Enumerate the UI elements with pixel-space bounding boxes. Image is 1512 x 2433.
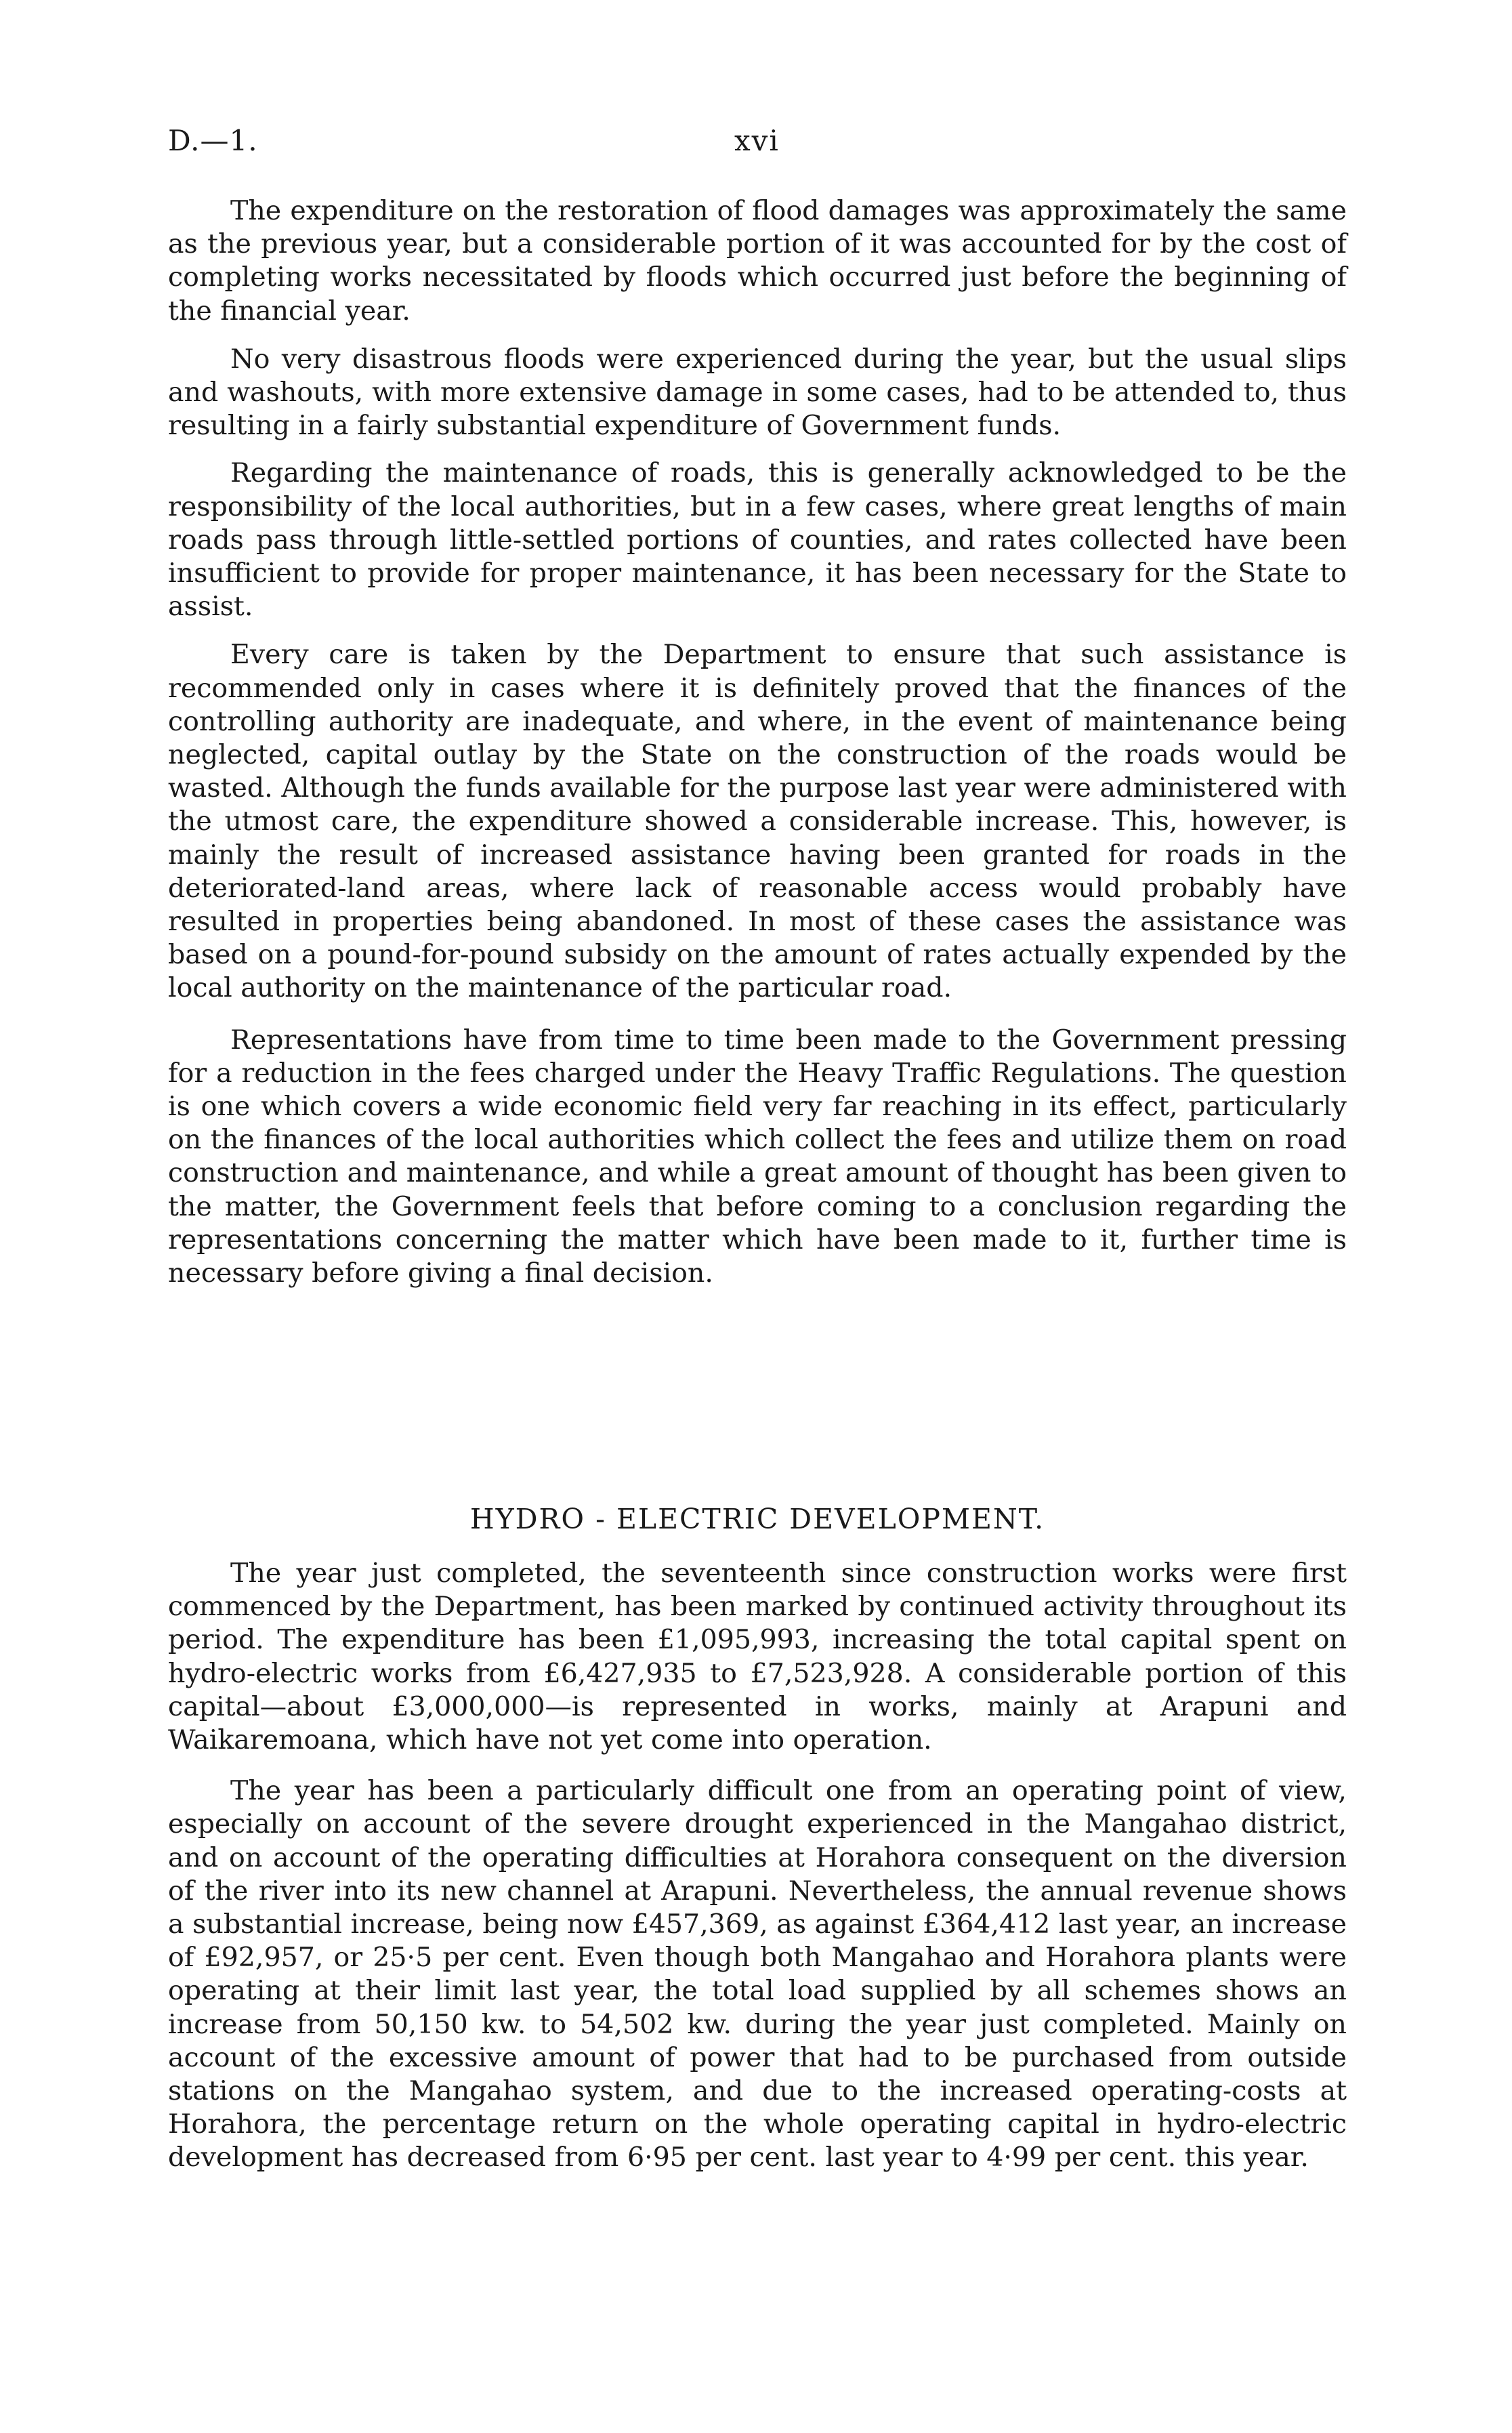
roads-section	[168, 194, 1347, 1290]
paragraph-hydro-revenue: The year has been a particularly difficult one from an operating point of view, especially on account of the severe drought experienced in the Mangahao district, and on account of the operating difficulties at Horahora consequent on the diversion of the river into its new channel at Arapuni. Nevertheless, the annual revenue shows a substantial increase, being now £457,369, as against £364,412 last year, an increase of £92,957, or 25·5 per cent. Even though both Mangahao and Horahora plants were operating at their limit last year, the total load supplied by all schemes shows an increase from 50,150 kw. to 54,502 kw. during the year just completed. Mainly on account of the excessive amount of power that had to be purchased from outside stations on the Mangahao system, and due to the increased operating-costs at Horahora, the percentage return on the whole operating capital in hydro-electric development has decreased from 6·95 per cent. last year to 4·99 per cent. this year.	[168, 1775, 1347, 2174]
page-header	[168, 124, 1347, 165]
paragraph-assistance-care: Every care is taken by the Department to ensure that such assistance is recommended only in cases where it is definitely proved that the finances of the controlling authority are inadequate, and where, in the event of maintenance being neglected, capital outlay by the State on the construction of the roads would be wasted. Although the funds available for the purpose last year were administered with the utmost care, the expenditure showed a considerable increase. This, however, is mainly the result of increased assistance having been granted for roads in the deteriorated-land areas, where lack of reasonable access would probably have resulted in properties being abandoned. In most of these cases the assistance was based on a pound-for-pound subsidy on the amount of rates actually expended by the local authority on the maintenance of the particular road.	[168, 639, 1347, 1004]
paragraph-road-maintenance: Regarding the maintenance of roads, this is generally acknowledged to be the responsibility of the local authorities, but in a few cases, where great lengths of main roads pass through little-settled portions of counties, and rates collected have been insufficient to provide for proper maintenance, it has been necessary for the State to assist.	[168, 457, 1347, 623]
paragraph-floods-washouts: No very disastrous floods were experienced during the year, but the usual slips and washouts, with more extensive damage in some cases, had to be attended to, thus resulting in a fairly substantial expenditure of Government funds.	[168, 343, 1347, 442]
page-number: xvi	[734, 124, 780, 157]
paragraph-heavy-traffic: Representations have from time to time been made to the Government pressing for a reduction in the fees charged under the Heavy Traffic Regulations. The question is one which covers a wide economic field very far reaching in its effect, particularly on the finances of the local authorities which collect the fees and utilize them on road construction and maintenance, and while a great amount of thought has been given to the matter, the Government feels that before coming to a conclusion regarding the representations concerning the matter which have been made to it, further time is necessary before giving a final decision.	[168, 1024, 1347, 1289]
document-reference: D.—1.	[168, 124, 258, 157]
section-heading-hydro: HYDRO - ELECTRIC DEVELOPMENT.	[469, 1503, 1045, 1535]
paragraph-flood-expenditure: The expenditure on the restoration of flood damages was approximately the same as the previous year, but a considerable portion of it was accounted for by the cost of completing works necessitated by floods which occurred just before the beginning of the financial year.	[168, 195, 1347, 327]
hydro-section	[168, 1557, 1347, 2175]
paragraph-hydro-expenditure: The year just completed, the seventeenth since construction works were first commenced by the Department, has been marked by continued activity throughout its period. The expenditure has been £1,095,993, increasing the total capital spent on hydro-electric works from £6,427,935 to £7,523,928. A considerable portion of this capital—about £3,000,000—is represented in works, mainly at Arapuni and Waikaremoana, which have not yet come into operation.	[168, 1558, 1347, 1756]
